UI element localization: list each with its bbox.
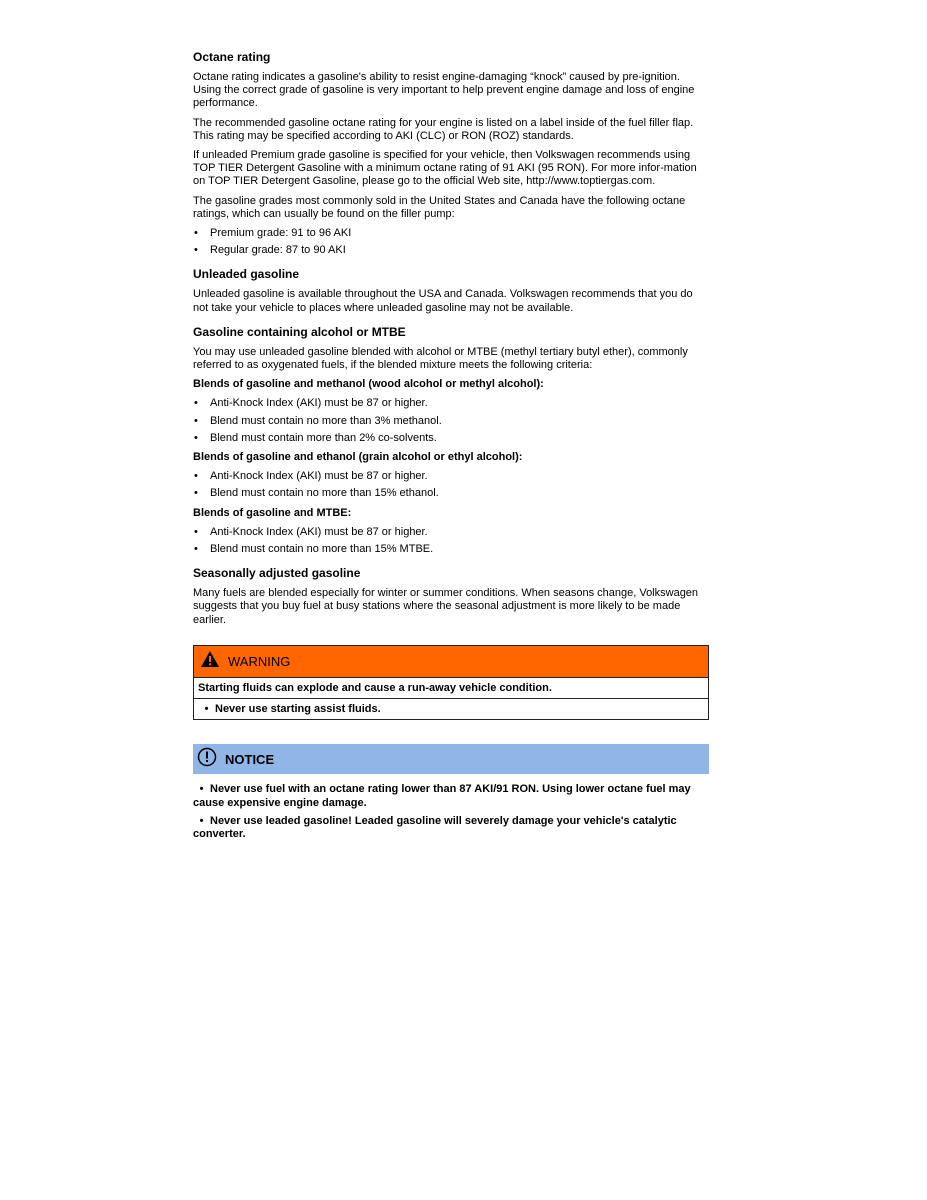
unleaded-paragraph: Unleaded gasoline is available throughout the USA and Canada. Volkswagen recommends that you do not take your vehicle to places where unleaded gasoline may not be available. — [193, 288, 693, 314]
warning-header — [194, 646, 708, 678]
subheading-methanol: Blends of gasoline and methanol (wood alcohol or methyl alcohol): — [193, 378, 544, 391]
octane-grade-list — [193, 227, 709, 257]
seasonal-paragraph: Many fuels are blended especially for winter or summer conditions. When seasons change, Volkswagen suggests that you buy fuel at busy stations where the seasonal adjustment is more likely to be made earlier. — [193, 587, 699, 626]
list-item: • Premium grade: 91 to 96 AKI — [193, 227, 709, 240]
alcohol-paragraph: You may use unleaded gasoline blended with alcohol or MTBE (methyl tertiary butyl ether), commonly referred to as oxygenated fuels, if the blended mixture meets the following criteria: — [193, 345, 688, 372]
notice-item-2-text: Never use leaded gasoline! Leaded gasoline will severely damage your vehicle's catalytic converter. — [193, 814, 677, 840]
ethanol-list — [193, 470, 709, 500]
bullet-icon: • — [199, 783, 204, 796]
warning-line-1: Starting fluids can explode and cause a run-away vehicle condition. — [198, 681, 552, 694]
content-column — [193, 50, 709, 846]
list-item: • Anti-Knock Index (AKI) must be 87 or higher. — [193, 470, 709, 483]
heading-unleaded-gasoline: Unleaded gasoline — [193, 267, 300, 282]
warning-line-2-text: Never use starting assist fluids. — [215, 703, 381, 716]
octane-paragraph-4: The gasoline grades most commonly sold in the United States and Canada have the following octane ratings, which can usually be found on the filler pump: — [193, 194, 686, 220]
octane-paragraph-1: Octane rating indicates a gasoline's ability to resist engine-damaging “knock” caused by pre-ignition. Using the correct grade of gasoline is very important to help prevent engine damage and loss of engine performance. — [193, 71, 695, 110]
warning-line-2 — [194, 698, 708, 719]
warning-triangle-icon — [200, 650, 220, 672]
notice-item-1 — [193, 783, 709, 809]
heading-alcohol-mtbe: Gasoline containing alcohol or MTBE — [193, 324, 406, 339]
subheading-mtbe: Blends of gasoline and MTBE: — [193, 506, 352, 519]
octane-paragraph-2: The recommended gasoline octane rating for your engine is listed on a label inside of the fuel filler flap. This rating may be specified according to AKI (CLC) or RON (ROZ) standards. — [193, 116, 694, 142]
heading-seasonal-gasoline: Seasonally adjusted gasoline — [193, 566, 361, 581]
warning-box — [193, 645, 709, 720]
notice-item-2 — [193, 815, 709, 841]
warning-title: WARNING — [228, 653, 291, 669]
list-item: • Blend must contain more than 2% co-solvents. — [193, 432, 709, 445]
bullet-icon: • — [204, 703, 209, 716]
notice-box — [193, 744, 709, 841]
list-item: • Blend must contain no more than 3% methanol. — [193, 415, 709, 428]
notice-title: NOTICE — [225, 751, 275, 767]
octane-paragraph-3: If unleaded Premium grade gasoline is specified for your vehicle, then Volkswagen recommends using TOP TIER Detergent Gasoline with a minimum octane rating of 91 AKI (95 RON). For more infor-mation on TOP TIER Detergent Gasoline, please go to the official Web site, http://www.toptiergas.com. — [193, 149, 697, 188]
list-item: • Blend must contain no more than 15% ethanol. — [193, 487, 709, 500]
exclamation-circle-icon — [197, 747, 217, 771]
notice-item-1-text: Never use fuel with an octane rating lower than 87 AKI/91 RON. Using lower octane fuel may cause expensive engine damage. — [193, 783, 691, 809]
list-item: • Anti-Knock Index (AKI) must be 87 or higher. — [193, 526, 709, 539]
methanol-list — [193, 397, 709, 445]
mtbe-list — [193, 526, 709, 556]
subheading-ethanol: Blends of gasoline and ethanol (grain alcohol or ethyl alcohol): — [193, 451, 523, 464]
list-item: • Regular grade: 87 to 90 AKI — [193, 244, 709, 257]
notice-body — [193, 783, 709, 841]
heading-octane-rating: Octane rating — [193, 50, 271, 64]
list-item: • Blend must contain no more than 15% MTBE. — [193, 543, 709, 556]
bullet-icon: • — [199, 814, 204, 827]
list-item: • Anti-Knock Index (AKI) must be 87 or higher. — [193, 397, 709, 410]
notice-header — [193, 744, 709, 774]
